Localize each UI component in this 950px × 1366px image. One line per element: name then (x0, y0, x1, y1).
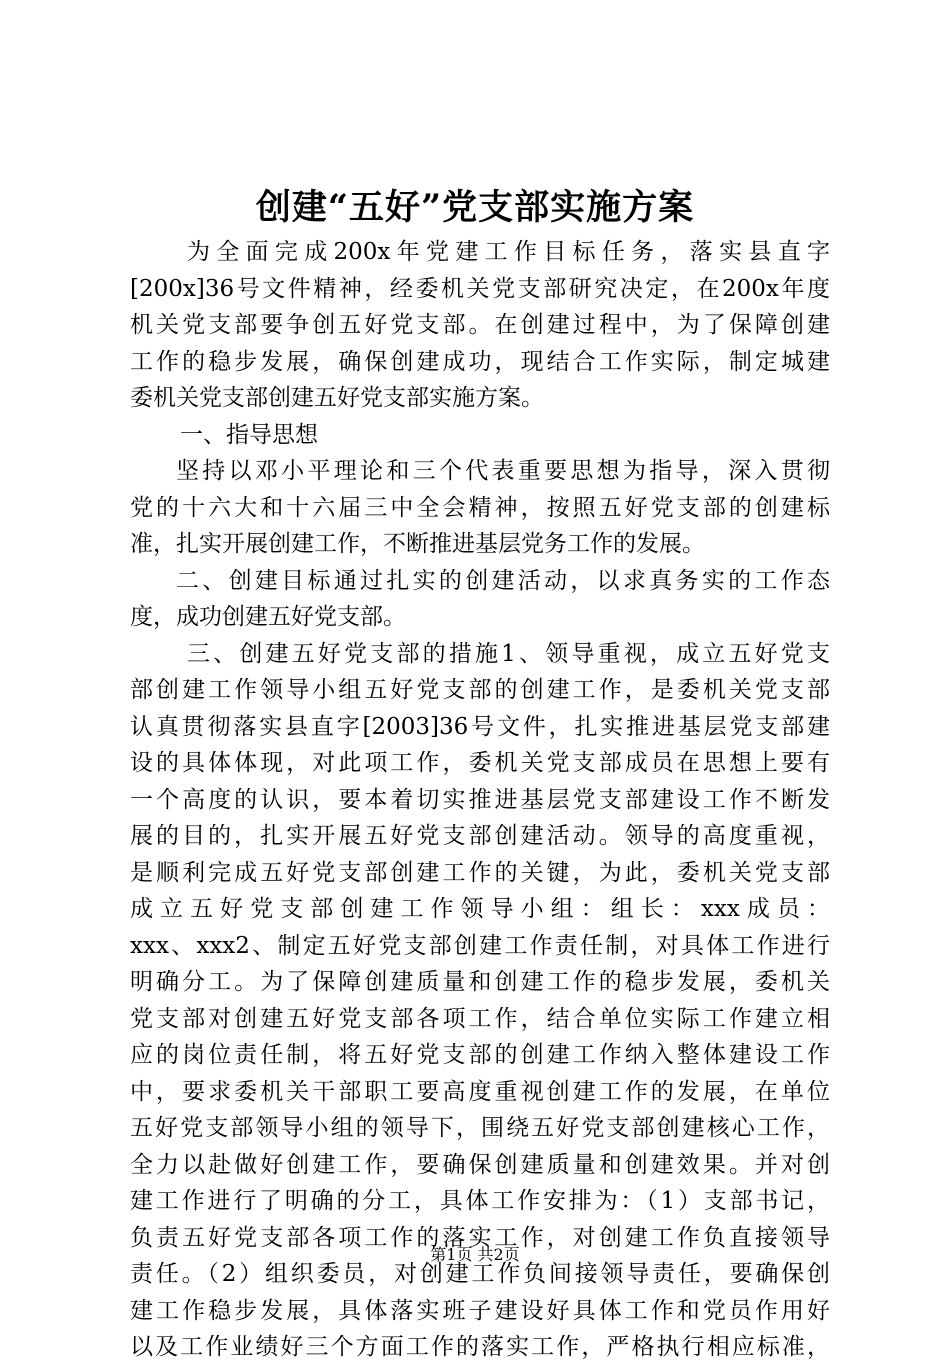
body-line: [200x]36号文件精神，经委机关党支部研究决定，在200x年度 (130, 275, 830, 302)
body-line: 部创建工作领导小组五好党支部的创建工作，是委机关党支部 (130, 677, 830, 703)
document-title: 创建“五好”党支部实施方案 (255, 187, 695, 228)
body-line: 应的岗位责任制，将五好党支部的创建工作纳入整体建设工作 (130, 1042, 830, 1068)
body-line: 准，扎实开展创建工作，不断推进基层党务工作的发展。 (130, 531, 705, 557)
section-heading: 一、指导思想 (180, 421, 318, 448)
body-line: 机关党支部要争创五好党支部。在创建过程中，为了保障创建 (130, 312, 830, 338)
body-line: 建工作稳步发展，具体落实班子建设好具体工作和党员作用好 (130, 1297, 830, 1324)
body-line: 一个高度的认识，要本着切实推进基层党支部建设工作不断发 (130, 786, 830, 813)
body-line: 负责五好党支部各项工作的落实工作，对创建工作负直接领导 (130, 1224, 830, 1251)
body-line: 工作的稳步发展，确保创建成功，现结合工作实际，制定城建 (130, 348, 830, 375)
body-line: xxx、xxx2、制定五好党支部创建工作责任制，对具体工作进行 (130, 932, 830, 959)
body-line: 责任。（2）组织委员，对创建工作负间接领导责任，要确保创 (130, 1261, 830, 1287)
body-line: 党的十六大和十六届三中全会精神，按照五好党支部的创建标 (130, 494, 830, 521)
body-line: 以及工作业绩好三个方面工作的落实工作，严格执行相应标准， (130, 1334, 830, 1360)
body-line: 党支部对创建五好党支部各项工作，结合单位实际工作建立相 (130, 1005, 830, 1032)
body-line: 明确分工。为了保障创建质量和创建工作的稳步发展，委机关 (130, 969, 830, 995)
body-line: 度，成功创建五好党支部。 (130, 604, 406, 630)
body-line: 二、创建目标通过扎实的创建活动，以求真务实的工作态 (176, 567, 830, 594)
document-body (130, 234, 830, 1366)
body-line: 中，要求委机关干部职工要高度重视创建工作的发展，在单位 (130, 1078, 830, 1105)
body-line: 坚持以邓小平理论和三个代表重要思想为指导，深入贯彻 (176, 458, 830, 484)
body-line: 委机关党支部创建五好党支部实施方案。 (130, 385, 544, 411)
body-line: 成立五好党支部创建工作领导小组：组长：xxx成员： (130, 896, 830, 922)
body-line: 全力以赴做好创建工作，要确保创建质量和创建效果。并对创 (130, 1151, 830, 1178)
body-line: 展的目的，扎实开展五好党支部创建活动。领导的高度重视， (130, 823, 830, 849)
body-line: 设的具体体现，对此项工作，委机关党支部成员在思想上要有 (130, 750, 830, 776)
body-line: 是顺利完成五好党支部创建工作的关键，为此，委机关党支部 (130, 859, 830, 886)
body-line: 认真贯彻落实县直字[2003]36号文件，扎实推进基层党支部建 (130, 713, 830, 740)
body-line: 建工作进行了明确的分工，具体工作安排为：（1）支部书记， (130, 1188, 830, 1214)
body-line: 为全面完成200x年党建工作目标任务，落实县直字 (187, 239, 830, 265)
page-footer: 第1页 共2页 (430, 1245, 520, 1264)
body-line: 三、创建五好党支部的措施1、领导重视，成立五好党支 (187, 640, 830, 667)
body-line: 五好党支部领导小组的领导下，围绕五好党支部创建核心工作， (130, 1115, 830, 1141)
